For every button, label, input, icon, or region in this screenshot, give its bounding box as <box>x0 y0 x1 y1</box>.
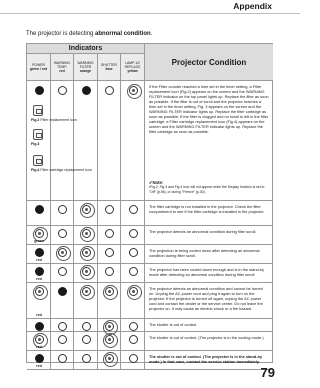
header-rule <box>0 13 300 14</box>
power-indicator-icon <box>35 229 44 238</box>
table-row <box>27 264 272 283</box>
shutter-indicator-icon <box>105 267 114 276</box>
temp-indicator-icon <box>58 229 67 238</box>
filter-indicator-icon <box>82 335 91 344</box>
power-indicator-icon <box>35 322 44 331</box>
table-row <box>27 351 272 370</box>
filter-replacement-icon <box>33 105 43 116</box>
filter-indicator-icon <box>82 229 91 238</box>
filter-indicator-icon <box>82 248 91 257</box>
shutter-indicator-icon <box>105 354 114 363</box>
power-color-label: green <box>34 239 44 243</box>
indicators-title: Indicators <box>27 44 145 54</box>
filter-indicator-icon <box>82 205 91 214</box>
table-row <box>27 226 272 245</box>
shutter-indicator-icon <box>105 335 114 344</box>
indicator-table <box>26 43 273 368</box>
temp-indicator-off-icon <box>58 86 67 95</box>
condition-text: The projector detects an abnormal condition and cannot be turned on. Unplug the AC power cord and plug it again to turn on the projector. If the projector is turned off again, unplug the AC power cord and contact the dealer or the service center. Do not leave the projector on. It may cause an electric shock or a fire hazard. <box>149 286 263 311</box>
temp-indicator-icon <box>58 205 67 214</box>
table-row <box>27 319 272 332</box>
filter-cartridge-icon <box>33 155 43 166</box>
lamp-indicator-icon <box>129 86 138 95</box>
power-indicator-icon <box>35 287 44 296</box>
condition-text: If the Filter counter reached a time set in the timer setting, a Filter replacement icon (Fig.2) appears on the screen and the WARNING FILTER indicator on the top panel lights up. Replace the filter as soon as possible. If the filter is out of scroll and the projector reaches a time set in the timer setting, Fig. 3 appears on the screen and the WARNING FILTER indicator lights up. Replace the filter cartridge as soon as possible. If the filter is clogged and no scroll is left in the filter cartridge, a Filter cartridge replacement icon (Fig.4) appears on the screen and the WARNING FILTER indicator lights up. Replace the filter cartridge as soon as possible. <box>149 84 269 134</box>
filter-indicator-icon <box>82 267 91 276</box>
lamp-indicator-icon <box>129 322 138 331</box>
figure-caption: Fig.3 <box>31 142 40 146</box>
shutter-indicator-icon <box>105 248 114 257</box>
power-indicator-on-icon <box>35 86 44 95</box>
temp-indicator-icon <box>58 335 67 344</box>
column-warning-filter: WARNING FILTER orange <box>74 54 98 81</box>
shutter-indicator-icon <box>105 205 114 214</box>
page-number: 79 <box>260 365 275 380</box>
condition-text: The projector detects an abnormal condition during filter scroll. <box>149 229 257 234</box>
table-row <box>27 81 272 201</box>
table-row <box>27 332 272 351</box>
column-warning-temp: WARNING TEMP. red <box>51 54 74 81</box>
column-lamp: LAMP 1/2 REPLACE yellow <box>121 54 145 81</box>
shutter-indicator-off-icon <box>105 86 114 95</box>
page-heading: The projector is detecting abnormal condition. <box>26 31 153 37</box>
shutter-indicator-icon <box>105 322 114 331</box>
temp-indicator-icon <box>58 322 67 331</box>
power-color-label: red <box>36 277 42 281</box>
lamp-indicator-icon <box>129 354 138 363</box>
lamp-indicator-icon <box>129 287 138 296</box>
temp-indicator-icon <box>58 287 67 296</box>
filter-indicator-on-icon <box>82 86 91 95</box>
lamp-indicator-icon <box>129 205 138 214</box>
condition-text: The projection is being cooled down after detecting an abnormal condition during filter scroll. <box>149 248 260 258</box>
condition-text: The projector has been cooled down enough and is in the stand-by mode after detecting an abnormal condition during filter scroll. <box>149 267 265 277</box>
power-indicator-icon <box>35 205 44 214</box>
filter-indicator-icon <box>82 354 91 363</box>
lamp-indicator-icon <box>129 335 138 344</box>
filter-indicator-icon <box>82 322 91 331</box>
temp-indicator-icon <box>58 354 67 363</box>
condition-text: The shutter is out of control. (The projector is in the stand-by mode.) In that case, contact the service station immediately. <box>149 354 263 364</box>
section-title: Appendix <box>233 1 272 11</box>
table-header <box>27 44 272 81</box>
power-indicator-icon <box>35 267 44 276</box>
lamp-indicator-icon <box>129 229 138 238</box>
column-power: POWER green / red <box>27 54 51 81</box>
power-color-label: red <box>36 258 42 262</box>
filter-scroll-icon <box>33 129 43 140</box>
condition-title: Projector Condition <box>145 44 273 81</box>
figure-caption: Fig.4 Filter cartridge replacement icon <box>31 168 92 172</box>
lamp-indicator-icon <box>129 267 138 276</box>
table-row <box>27 201 272 226</box>
power-color-label: red <box>36 313 42 317</box>
condition-text: The shutter is out of control. (The projector is in the cooling mode.) <box>149 335 264 340</box>
power-color-label: red <box>36 364 42 368</box>
power-color-label: red <box>36 345 42 349</box>
note: ✔Note: •Fig.2, Fig.3 and Fig.4 icon will not appear when the Display function is set to "Off" (p.56), or during "Freeze" (p.30). <box>149 180 265 194</box>
condition-text: The shutter is out of control. <box>149 322 198 327</box>
table-row <box>27 245 272 264</box>
temp-indicator-icon <box>58 267 67 276</box>
shutter-indicator-icon <box>105 287 114 296</box>
column-shutter: SHUTTER blue <box>98 54 121 81</box>
table-row <box>27 283 272 319</box>
lamp-indicator-icon <box>129 248 138 257</box>
shutter-indicator-icon <box>105 229 114 238</box>
filter-indicator-icon <box>82 287 91 296</box>
power-indicator-icon <box>35 335 44 344</box>
power-indicator-icon <box>35 354 44 363</box>
power-indicator-icon <box>35 248 44 257</box>
temp-indicator-icon <box>58 248 67 257</box>
figure-caption: Fig.2 Filter replacement icon <box>31 118 77 122</box>
condition-text: The filter cartridge is not installed in the projector. Check the filter compartment to see if the filter cartridge is installed in the projector. <box>149 204 265 214</box>
